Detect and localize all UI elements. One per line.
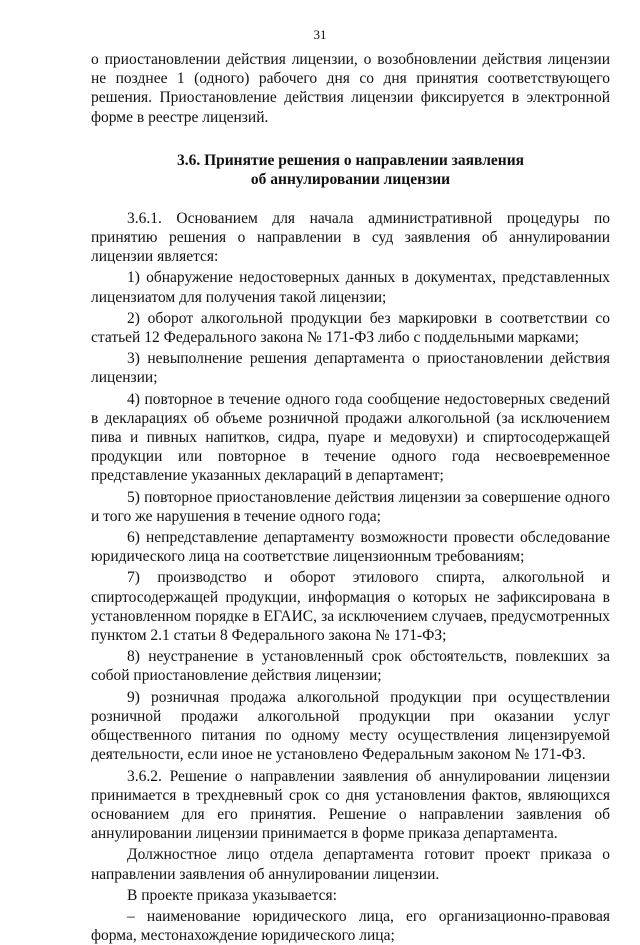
list-item-9: 9) розничная продажа алкогольной продукции при осуществлении розничной продажи алкогольной продукции при оказании услуг общественного питания по одному месту осуществления лицензируемой деятельности, если иное не установлено Федеральным законом № 171-ФЗ. — [91, 688, 610, 764]
paragraph-3-6-2: 3.6.2. Решение о направлении заявления об аннулировании лицензии принимается в трехдневный срок со дня установления фактов, являющихся основанием для его принятия. Решение о направлении заявления об аннулировании лицензии принимается в форме приказа департамента. — [91, 767, 610, 843]
dash-item-1: – наименование юридического лица, его организационно-правовая форма, местонахождение юридического лица; — [91, 907, 610, 945]
top-paragraph: о приостановлении действия лицензии, о возобновлении действия лицензии не позднее 1 (одного) рабочего дня со дня принятия соответствующего решения. Приостановление действия лицензии фиксируется в электронной форме в реестре лицензий. — [91, 51, 610, 126]
list-item-3: 3) невыполнение решения департамента о приостановлении действия лицензии; — [91, 350, 610, 387]
page-number: 31 — [313, 27, 327, 42]
list-item-8: 8) неустранение в установленный срок обстоятельств, повлекших за собой приостановление действия лицензии; — [91, 648, 610, 685]
official-paragraph: Должностное лицо отдела департамента готовит проект приказа о направлении заявления об аннулировании лицензии. — [91, 846, 610, 883]
section-heading — [91, 151, 610, 189]
document-body — [91, 50, 610, 945]
list-item-1: 1) обнаружение недостоверных данных в документах, представленных лицензиатом для получения такой лицензии; — [91, 269, 610, 306]
list-item-4: 4) повторное в течение одного года сообщение недостоверных сведений в декларациях об объеме розничной продажи алкогольной (за исключением пива и пивных напитков, сидра, пуаре и медовухи) и спиртосодержащей продукции или повторное в течение одного года несвоевременное представление указанных деклараций в департамент; — [91, 390, 610, 485]
list-item-6: 6) непредставление департаменту возможности провести обследование юридического лица на соответствие лицензионным требованиям; — [91, 529, 610, 566]
list-item-5: 5) повторное приостановление действия лицензии за совершение одного и того же нарушения в течение одного года; — [91, 488, 610, 525]
list-item-7: 7) производство и оборот этилового спирта, алкогольной и спиртосодержащей продукции, информация о которых не зафиксирована в установленном порядке в ЕГАИС, за исключением случаев, предусмотренных пунктом 2.1 статьи 8 Федерального закона № 171-ФЗ; — [91, 569, 610, 645]
paragraph-3-6-1: 3.6.1. Основанием для начала административной процедуры по принятию решения о направлении в суд заявления об аннулировании лицензии является: — [91, 209, 610, 266]
list-item-2: 2) оборот алкогольной продукции без маркировки в соответствии со статьей 12 Федерального закона № 171-ФЗ либо с поддельными марками; — [91, 309, 610, 347]
section-heading-line2: об аннулировании лицензии — [250, 170, 451, 188]
section-heading-line1: 3.6. Принятие решения о направлении заявления — [176, 151, 525, 169]
draft-intro: В проекте приказа указывается: — [127, 886, 337, 904]
